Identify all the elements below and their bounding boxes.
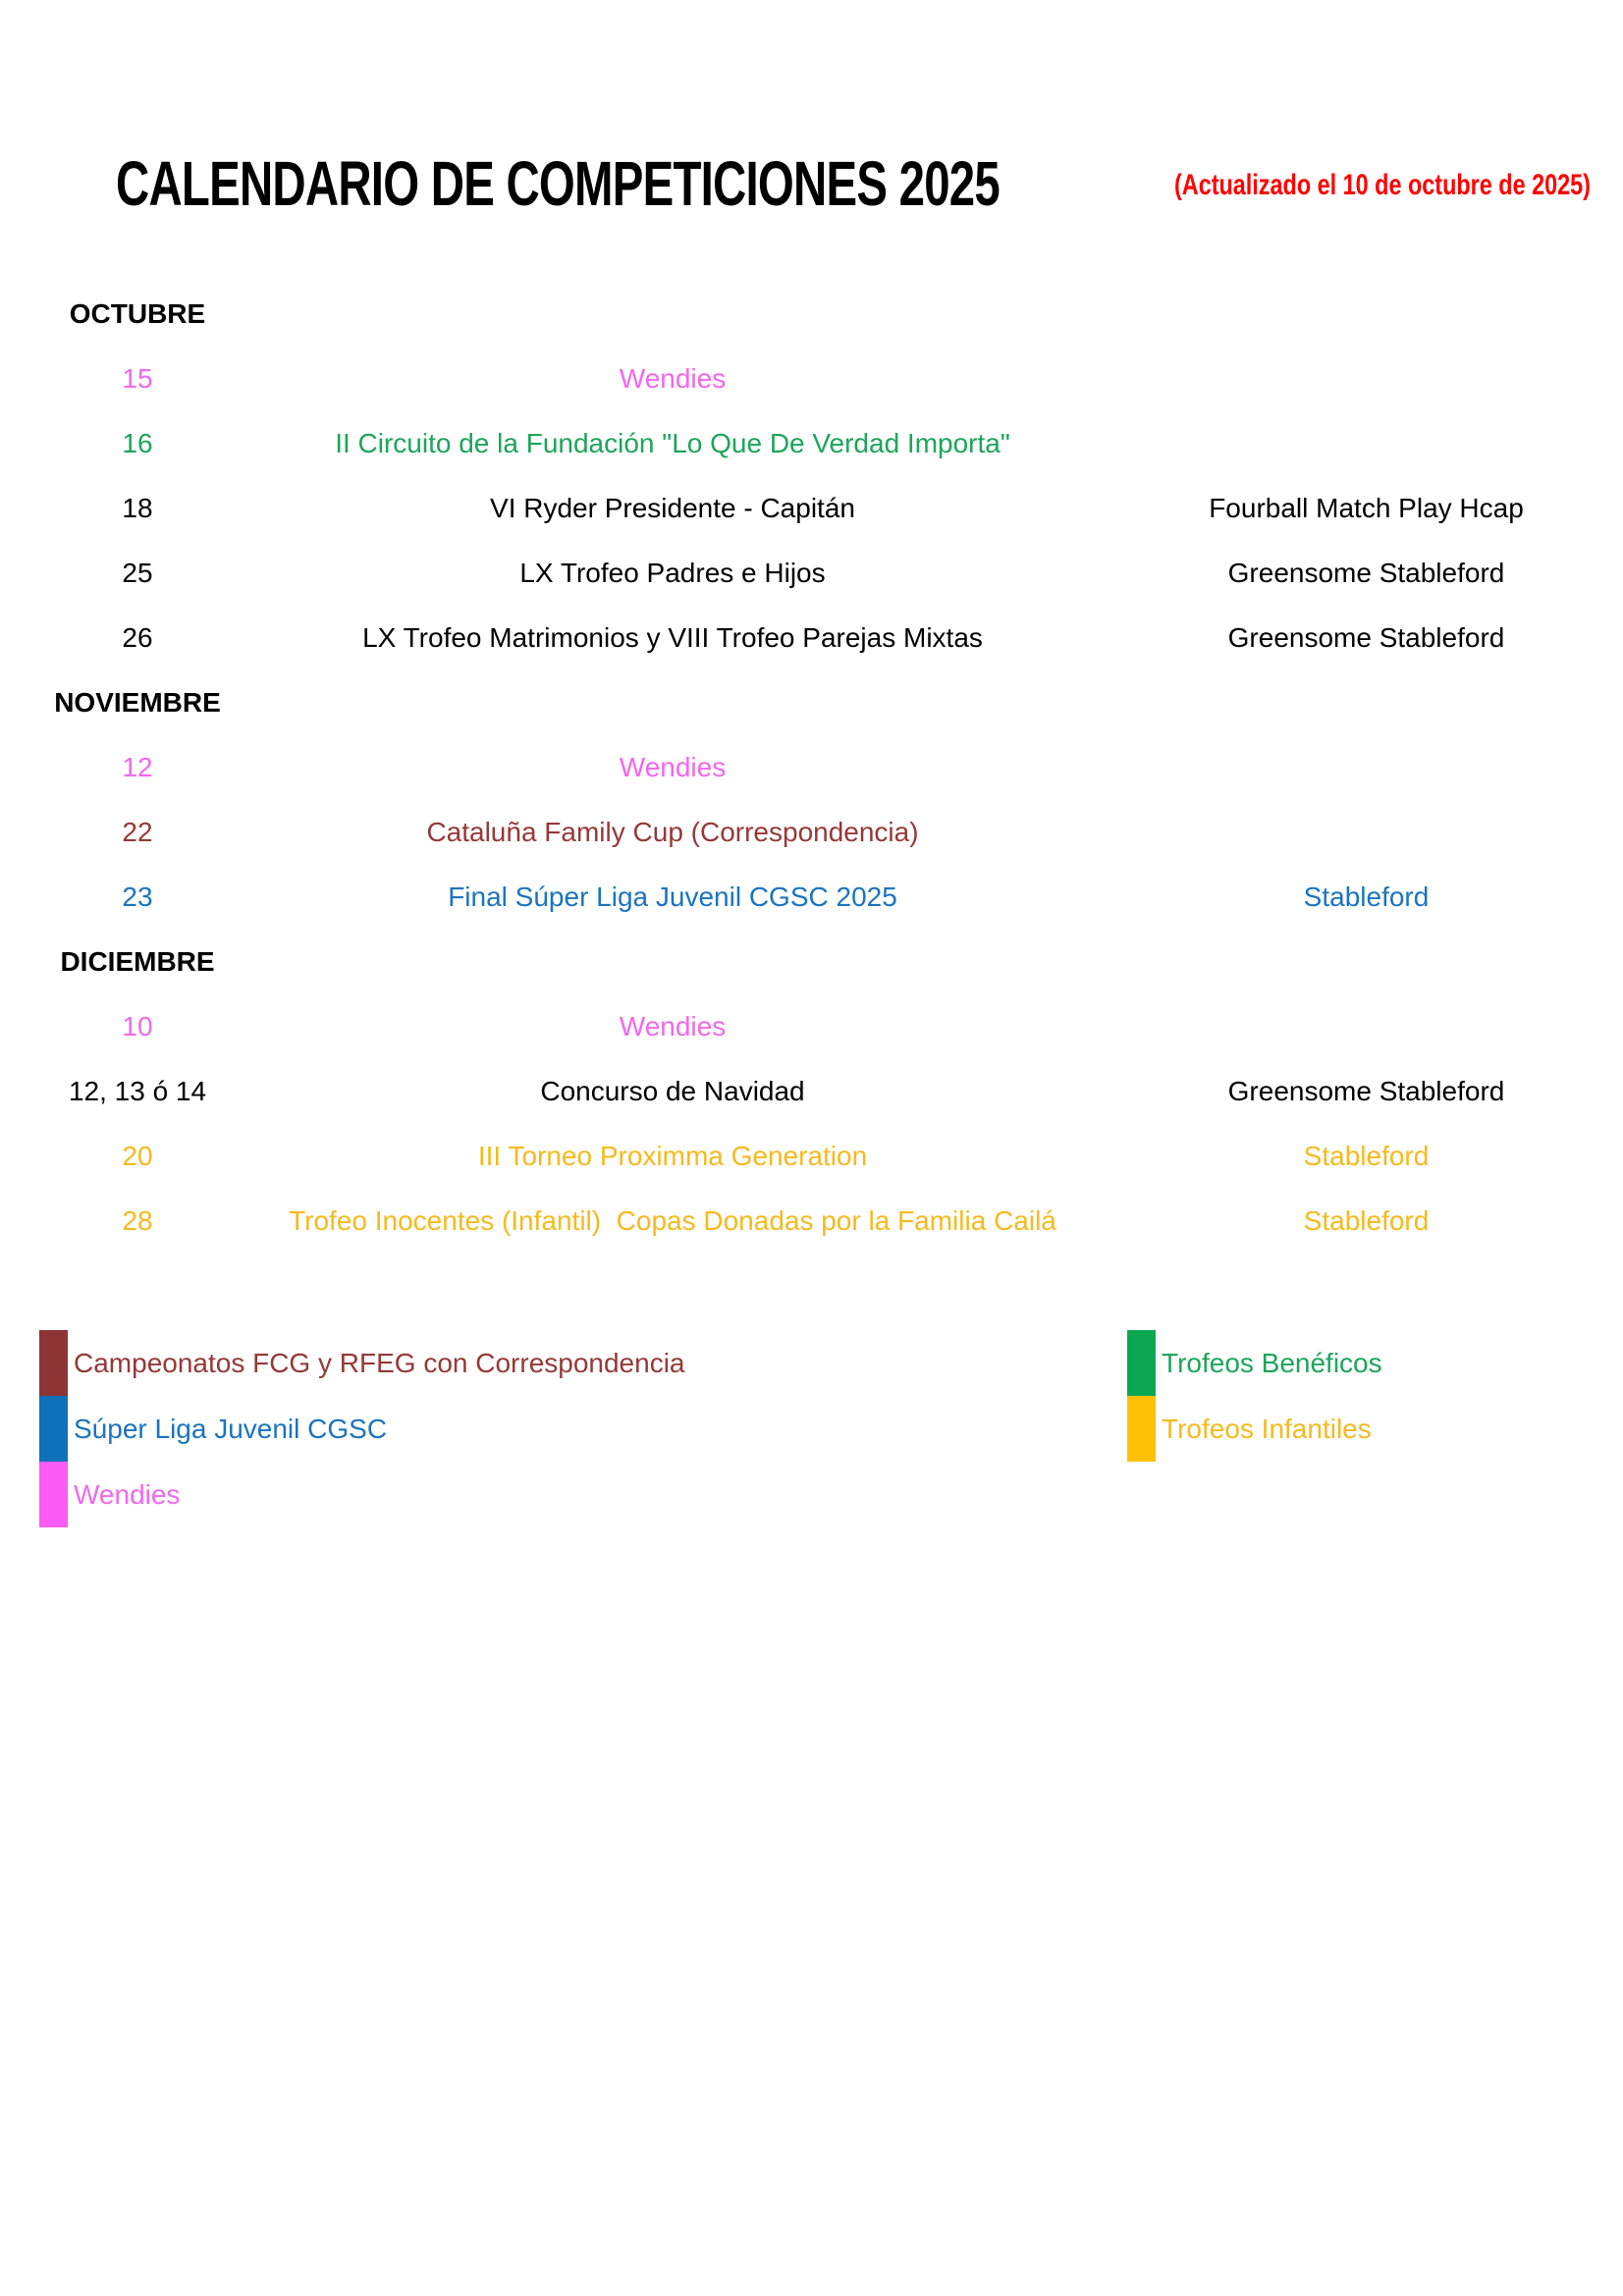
event-format: Greensome Stableford [1227, 558, 1505, 588]
event-name: III Torneo Proximma Generation [477, 1141, 868, 1171]
legend-color-swatch [39, 1462, 68, 1527]
event-row [39, 1059, 1623, 1124]
event-row [39, 800, 1623, 865]
event-name: Wendies [619, 1011, 727, 1041]
legend-label: Trofeos Infantiles [1162, 1413, 1372, 1444]
event-date: 28 [122, 1205, 153, 1236]
legend-item [39, 1396, 685, 1462]
legend-item [1127, 1330, 1382, 1396]
event-date: 26 [122, 622, 153, 653]
event-row [39, 1189, 1623, 1254]
legend-color-swatch [1127, 1396, 1156, 1462]
event-row [39, 347, 1623, 411]
legend-label: Wendies [74, 1478, 181, 1510]
legend-color-swatch [39, 1396, 68, 1462]
legend-label: Trofeos Benéficos [1162, 1347, 1382, 1378]
month-header-row [39, 282, 1623, 347]
event-date: 12, 13 ó 14 [68, 1076, 207, 1106]
legend-item [1127, 1396, 1382, 1462]
event-date: 12 [122, 752, 153, 782]
event-name: LX Trofeo Matrimonios y VIII Trofeo Parejas Mixtas [362, 622, 983, 653]
legend-color-swatch [1127, 1330, 1156, 1396]
event-row [39, 541, 1623, 606]
event-row [39, 865, 1623, 930]
month-label: OCTUBRE [69, 298, 206, 329]
legend-item [39, 1462, 685, 1527]
calendar [39, 282, 1623, 1254]
event-row [39, 476, 1623, 541]
month-header-row [39, 670, 1623, 735]
event-name: Trofeo Inocentes (Infantil) Copas Donadas por la Familia Cailá [289, 1205, 1056, 1236]
event-name: Wendies [619, 752, 727, 782]
event-row [39, 1124, 1623, 1189]
event-row [39, 994, 1623, 1059]
event-format: Greensome Stableford [1227, 622, 1505, 653]
event-date: 18 [122, 493, 153, 523]
event-date: 22 [122, 817, 153, 847]
event-date: 10 [122, 1011, 153, 1041]
event-format: Fourball Match Play Hcap [1209, 493, 1524, 523]
event-date: 20 [122, 1141, 153, 1171]
updated-note: (Actualizado el 10 de octubre de 2025) [1174, 169, 1591, 201]
legend-color-swatch [39, 1330, 68, 1396]
event-name: Concurso de Navidad [540, 1076, 805, 1106]
event-name: VI Ryder Presidente - Capitán [490, 493, 855, 523]
event-date: 15 [122, 363, 153, 394]
event-date: 16 [122, 428, 153, 458]
legend-item [39, 1330, 685, 1396]
legend-left [39, 1330, 685, 1527]
event-format: Stableford [1303, 881, 1430, 912]
event-name: LX Trofeo Padres e Hijos [519, 558, 826, 588]
event-format: Greensome Stableford [1227, 1076, 1505, 1106]
event-name: Wendies [619, 363, 727, 394]
month-header-row [39, 930, 1623, 994]
event-date: 25 [122, 558, 153, 588]
event-format: Stableford [1303, 1205, 1430, 1236]
event-name: II Circuito de la Fundación "Lo Que De Verdad Importa" [335, 428, 1010, 458]
event-row [39, 735, 1623, 800]
legend-right [1127, 1330, 1382, 1462]
month-label: NOVIEMBRE [54, 687, 221, 718]
event-format: Stableford [1303, 1141, 1430, 1171]
legend-label: Súper Liga Juvenil CGSC [74, 1413, 388, 1444]
event-row [39, 411, 1623, 476]
event-row [39, 606, 1623, 670]
event-name: Cataluña Family Cup (Correspondencia) [426, 817, 919, 847]
month-label: DICIEMBRE [60, 946, 215, 977]
page-title: CALENDARIO DE COMPETICIONES 2025 [116, 148, 1001, 219]
legend-label: Campeonatos FCG y RFEG con Correspondencia [74, 1347, 685, 1378]
event-name: Final Súper Liga Juvenil CGSC 2025 [448, 881, 897, 912]
event-date: 23 [122, 881, 153, 912]
